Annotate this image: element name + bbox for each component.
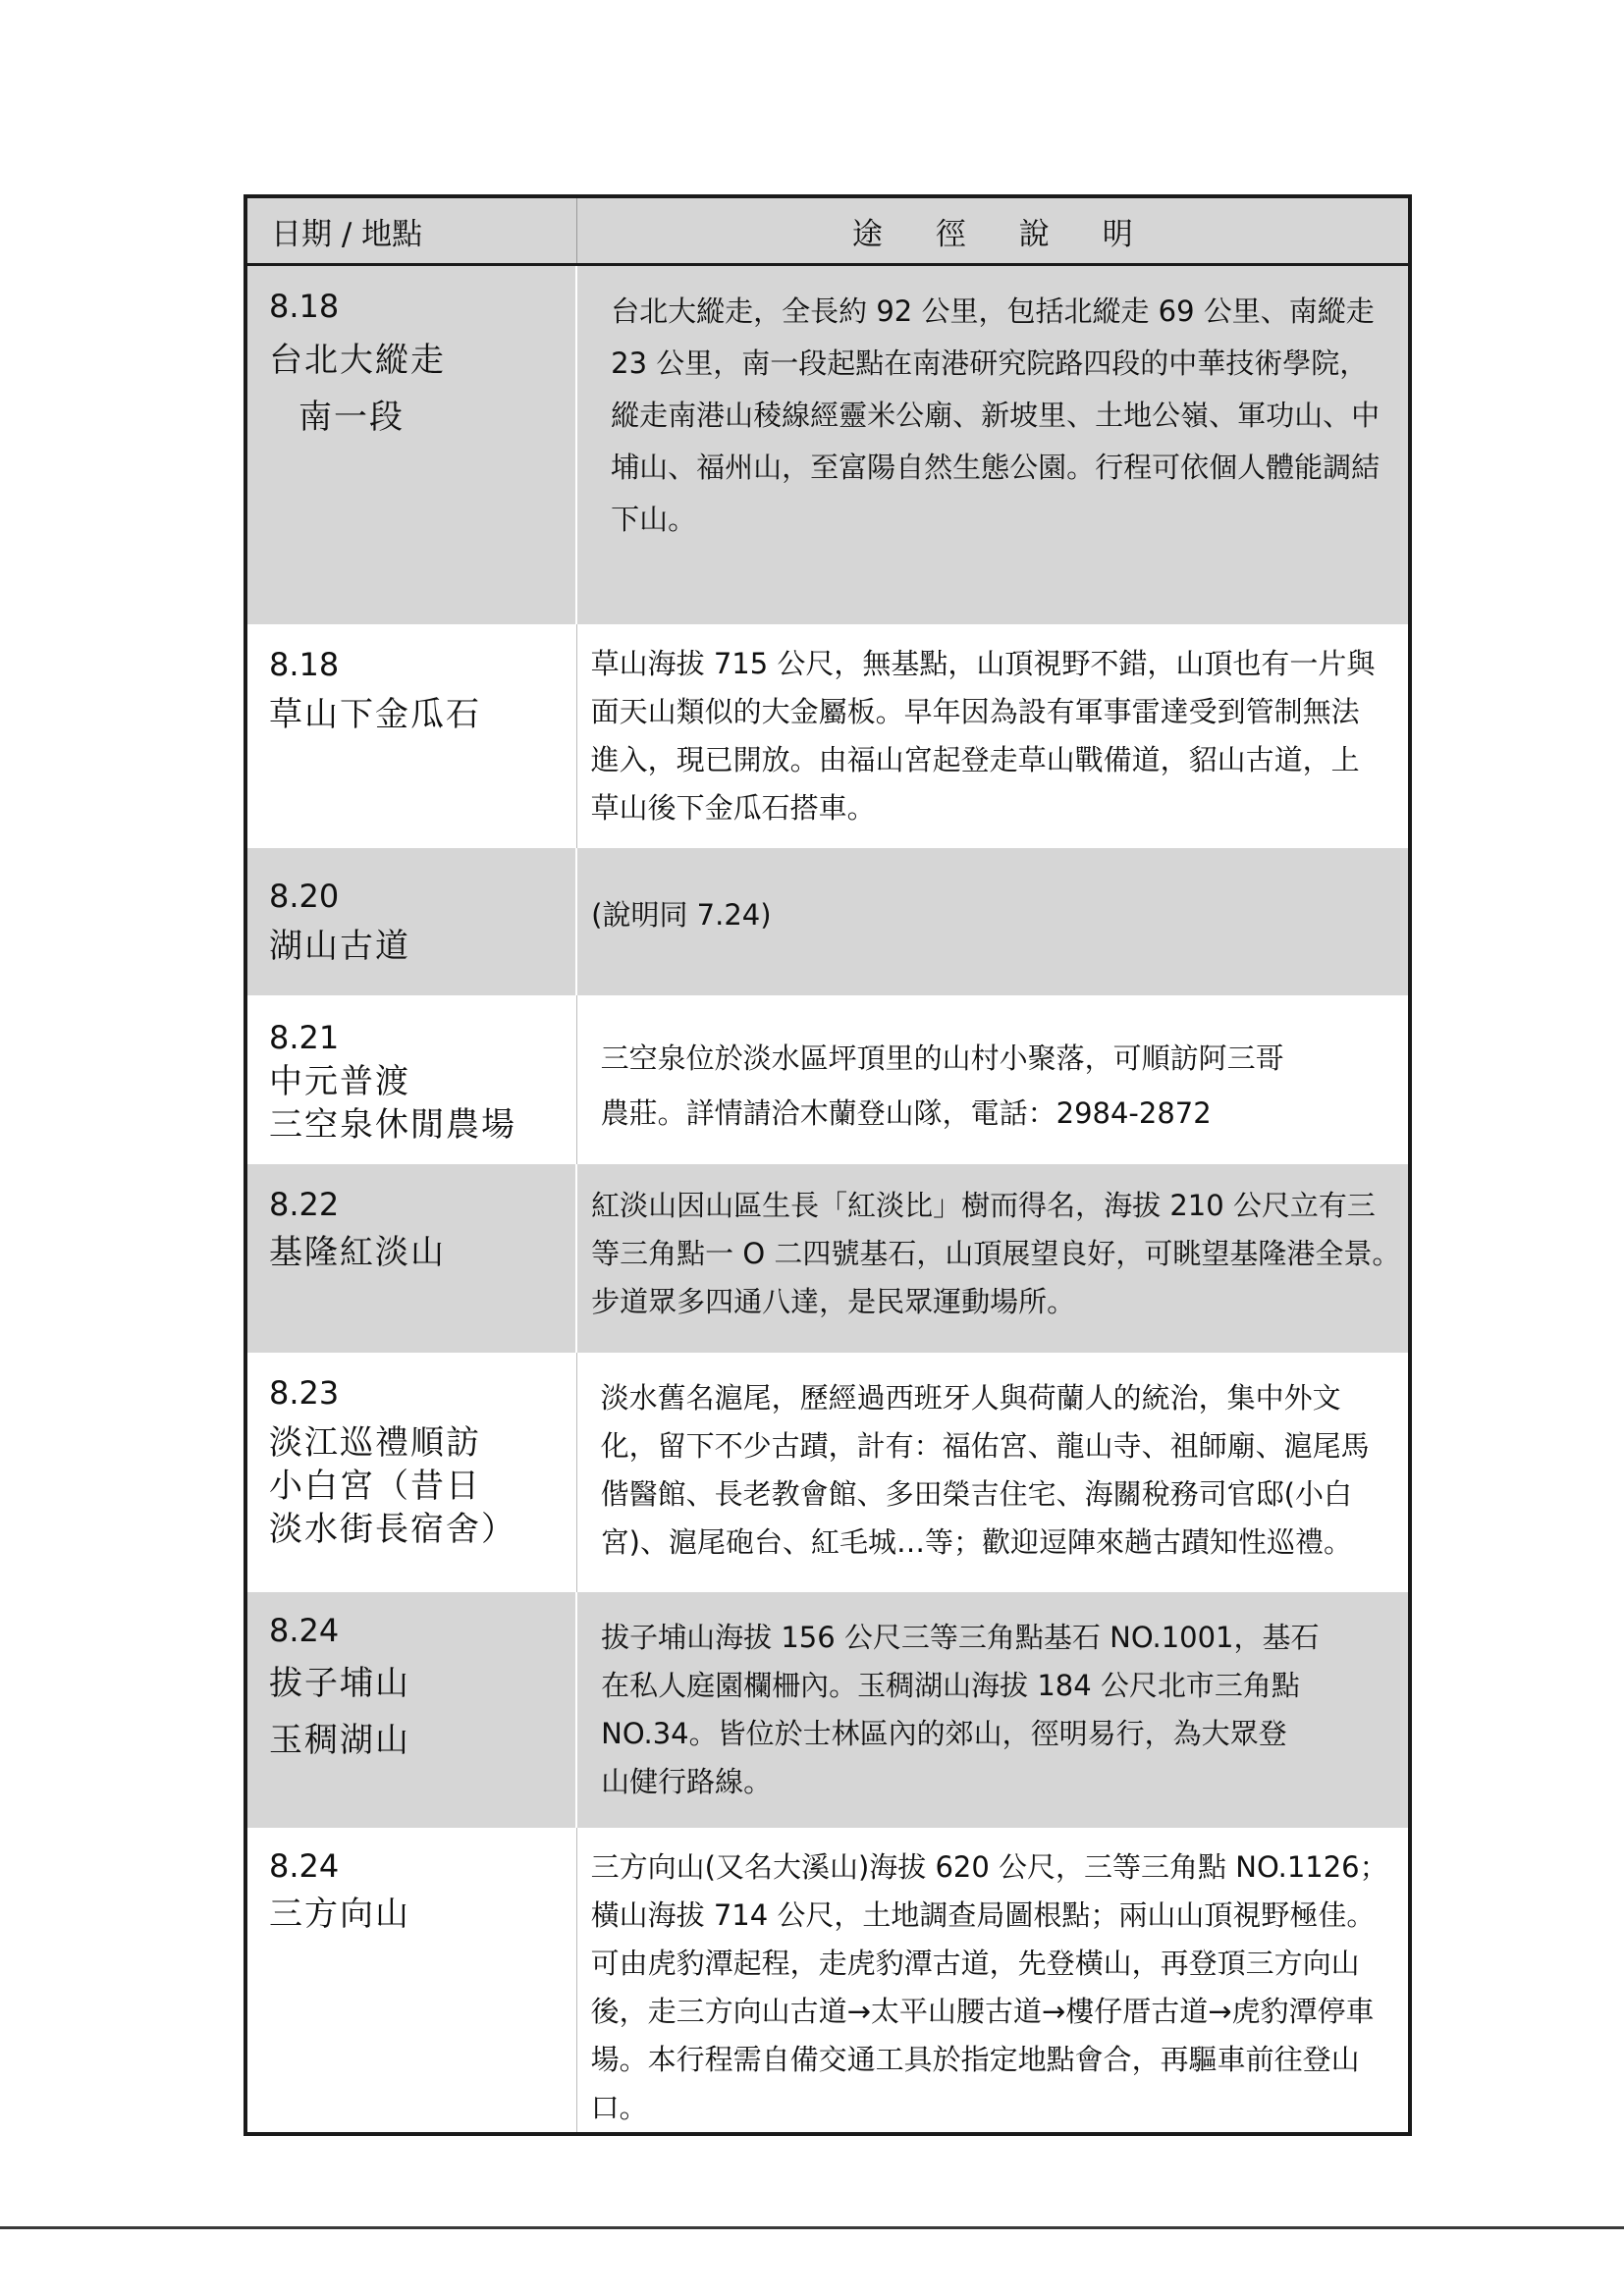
date: 8.23	[269, 1373, 340, 1412]
page-footer-rule	[0, 2226, 1624, 2229]
description: 淡水舊名滬尾，歷經過西班牙人與荷蘭人的統治，集中外文 化，留下不少古蹟，計有：福佑宮、龍山寺、祖師廟、滬尾馬 偕醫館、長老教會館、多田榮吉住宅、海關稅務司官邸(小白 宮)、滬尾砲台、紅毛城…等；歡迎逗陣來趟古蹟知性巡禮。	[600, 1380, 1370, 1559]
date-location-cell	[245, 1164, 576, 1353]
header-date-location: 日期 / 地點	[245, 196, 576, 265]
location: 草山下金瓜石	[269, 694, 481, 734]
description: 草山海拔 715 公尺，無基點，山頂視野不錯，山頂也有一片與 面天山類似的大金屬板。早年因為設有軍事雷達受到管制無法 進入，現已開放。由福山宮起登走草山戰備道，貂山古道，上 草山後下金瓜石搭車。	[590, 646, 1376, 825]
description: 三空泉位於淡水區坪頂里的山村小聚落，可順訪阿三哥 農莊。詳情請洽木蘭登山隊，電話：2984-2872	[600, 1041, 1284, 1130]
description: 拔子埔山海拔 156 公尺三等三角點基石 NO.1001，基石 在私人庭園欄柵內。玉稠湖山海拔 184 公尺北市三角點 NO.34。皆位於士林區內的郊山，徑明易行，為大眾登 山健行路線。	[601, 1620, 1320, 1798]
description-cell	[576, 1828, 1410, 2134]
date: 8.24	[269, 1846, 340, 1885]
location: 拔子埔山 玉稠湖山	[269, 1663, 410, 1760]
description: (說明同 7.24)	[591, 897, 772, 932]
location: 台北大縱走 南一段	[269, 341, 446, 437]
table-row	[245, 1164, 1410, 1353]
date: 8.20	[269, 877, 340, 915]
description-cell	[576, 624, 1410, 848]
date-location-cell	[245, 1828, 576, 2134]
table-row	[245, 265, 1410, 624]
date: 8.18	[269, 288, 340, 325]
schedule-table	[244, 194, 1412, 2136]
date-location-cell	[245, 265, 576, 624]
date: 8.24	[269, 1611, 340, 1649]
table-row	[245, 995, 1410, 1164]
table-row	[245, 1353, 1410, 1592]
table-row	[245, 624, 1410, 848]
table-row	[245, 1592, 1410, 1828]
description-cell	[576, 848, 1410, 995]
description-cell	[576, 265, 1410, 624]
date-location-cell	[245, 1592, 576, 1828]
date-location-cell	[245, 1353, 576, 1592]
location: 湖山古道	[269, 926, 410, 966]
description-cell	[576, 1592, 1410, 1828]
description: 紅淡山因山區生長「紅淡比」樹而得名，海拔 210 公尺立有三 等三角點一 O 二四號基石，山頂展望良好，可眺望基隆港全景。 步道眾多四通八達，是民眾運動場所。	[591, 1188, 1401, 1318]
description: 台北大縱走，全長約 92 公里，包括北縱走 69 公里、南縱走 23 公里，南一段起點在南港研究院路四段的中華技術學院， 縱走南港山稜線經靈米公廟、新坡里、土地公嶺、軍功山、中 埔山、福州山，至富陽自然生態公園。行程可依個人體能調結 下山。	[611, 294, 1380, 536]
table-row	[245, 848, 1410, 995]
location: 淡江巡禮順訪 小白宮（昔日 淡水街長宿舍）	[269, 1422, 516, 1549]
description: 三方向山(又名大溪山)海拔 620 公尺，三等三角點 NO.1126； 橫山海拔 714 公尺，土地調查局圖根點；兩山山頂視野極佳。 可由虎豹潭起程，走虎豹潭古道，先登橫山，再登頂三方向山 後，走三方向山古道→太平山腰古道→樓仔厝古道→虎豹潭停車 場。本行程需自備交通工具於指定地點會合，再驅車前往登山 口。	[590, 1849, 1388, 2124]
description-cell	[576, 995, 1410, 1164]
date-location-cell	[245, 624, 576, 848]
table-header-row	[245, 196, 1410, 265]
location: 中元普渡 三空泉休閒農場	[269, 1061, 516, 1145]
location: 三方向山	[269, 1894, 410, 1934]
date-location-cell	[245, 848, 576, 995]
description-cell	[576, 1353, 1410, 1592]
table-row	[245, 1828, 1410, 2134]
date: 8.22	[269, 1185, 340, 1223]
description-cell	[576, 1164, 1410, 1353]
location: 基隆紅淡山	[269, 1232, 446, 1272]
date-location-cell	[245, 995, 576, 1164]
header-route-description: 途徑說明	[576, 196, 1410, 265]
date: 8.18	[269, 645, 340, 683]
date: 8.21	[269, 1018, 340, 1056]
